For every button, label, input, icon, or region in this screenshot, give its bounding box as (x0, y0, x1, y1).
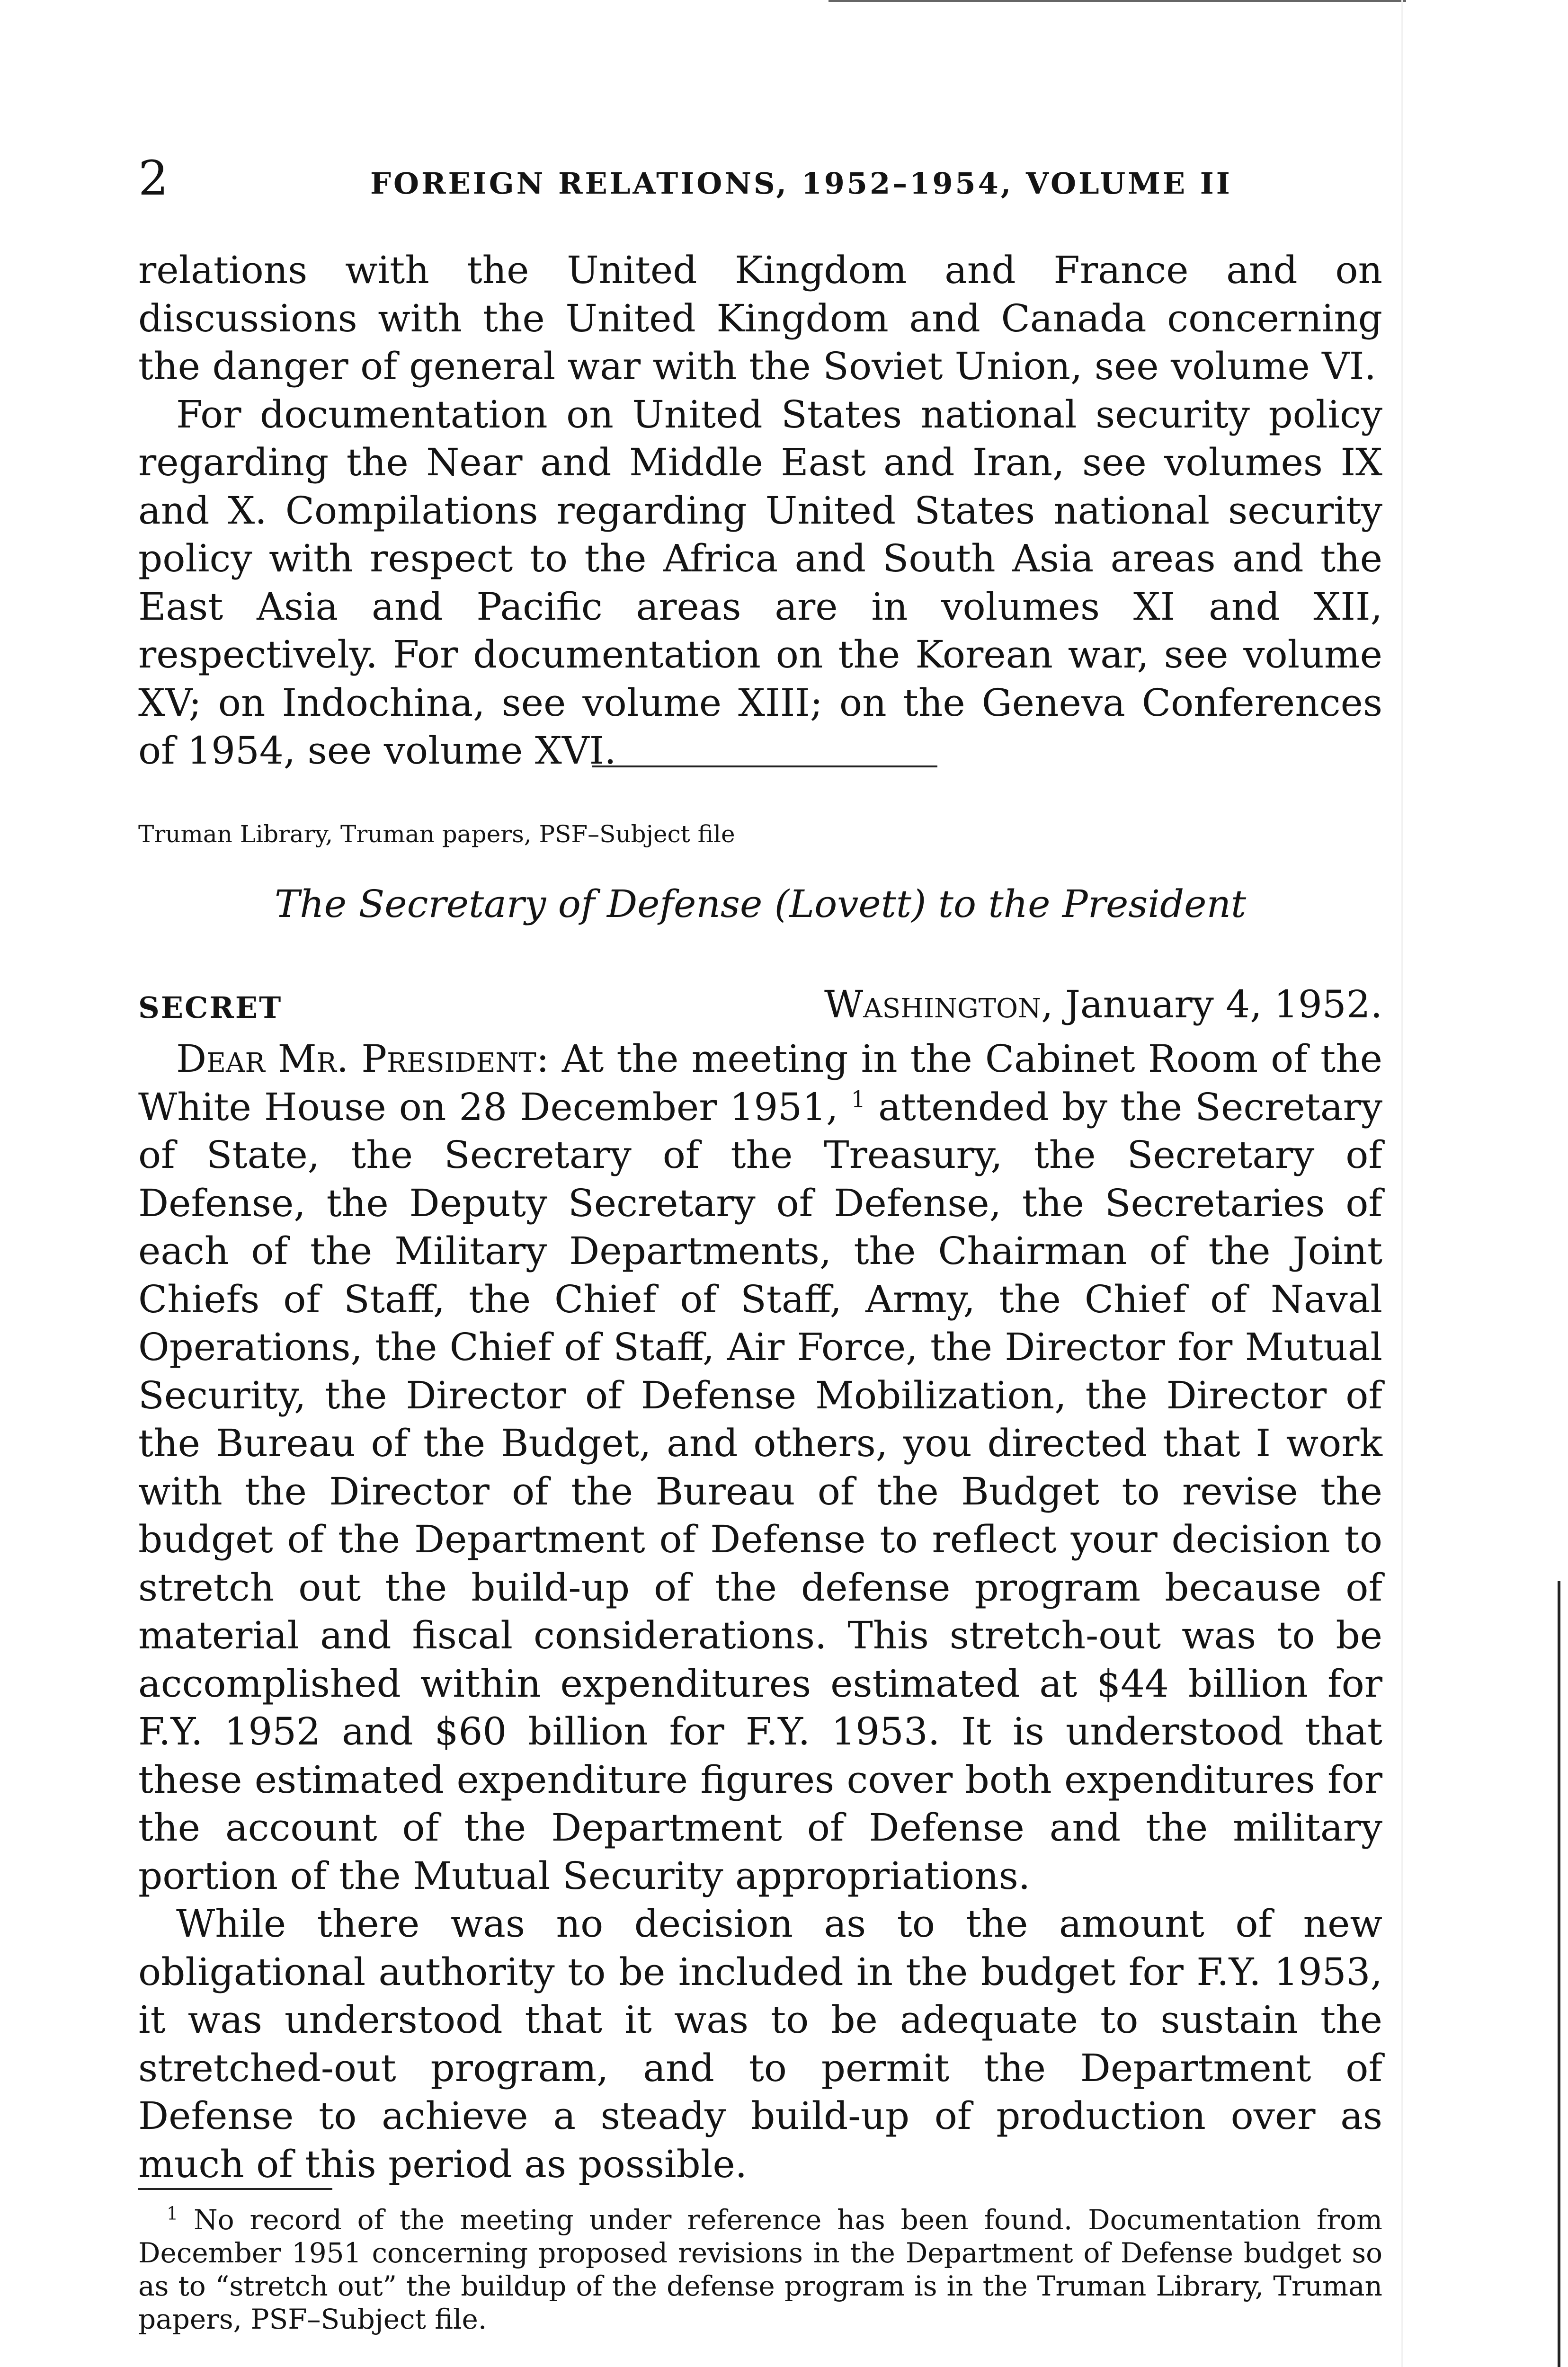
letter-paragraph-1 (138, 1035, 1382, 1900)
footnote-marker: 1 (167, 2203, 178, 2224)
running-head (138, 152, 1382, 205)
classification-label: SECRET (138, 990, 283, 1025)
letter-paragraph-1-start: At the meeting in the Cabinet Room of the White House on 28 December 1951, (138, 1037, 1383, 1129)
date: , January 4, 1952. (1041, 982, 1382, 1026)
scan-shadow (1401, 0, 1403, 2367)
document-title: The Secretary of Defense (Lovett) to the President (274, 882, 1247, 926)
footnote-paragraph (138, 2203, 1382, 2336)
intro-text (138, 246, 1382, 775)
footnote-text: No record of the meeting under reference has been found. Documentation from December 1951 concerning proposed revisions in the Department of Defense budget so as to “stretch out” the buildup of the defense program is in the Truman Library, Truman papers, PSF–Subject file. (138, 2204, 1382, 2335)
dateline (138, 981, 1382, 1028)
letter-body (138, 1035, 1382, 2188)
letter-paragraph-1-rest: attended by the Secretary of State, the Secretary of the Treasury, the Secretary of Defense, the Deputy Secretary of Defense, the Secretaries of each of the Military Departments, the Chairman of the Joint Chiefs of Staff, the Chief of Staff, Army, the Chief of Naval Operations, the Chief of Staff, Air Force, the Director for Mutual Security, the Director of Defense Mobilization, the Director of the Bureau of the Budget, and others, you directed that I work with the Director of the Bureau of the Budget to revise the budget of the Department of Defense to reflect your decision to stretch out the build-up of the defense program because of material and fiscal considerations. This stretch-out was to be accomplished within expenditures estimated at $44 billion for F.Y. 1952 and $60 billion for F.Y. 1953. It is understood that these estimated expenditure figures cover both expenditures for the account of the Department of Defense and the military portion of the Mutual Security appropriations. (138, 1085, 1382, 1898)
place-and-date (824, 981, 1382, 1028)
footnote (138, 2203, 1382, 2336)
page-number: 2 (138, 151, 169, 206)
running-head-title: FOREIGN RELATIONS, 1952–1954, VOLUME II (370, 166, 1232, 201)
document-source: Truman Library, Truman papers, PSF–Subject file (138, 820, 735, 848)
intro-paragraph-2: For documentation on United States national security policy regarding the Near and Middle East and Iran, see volumes IX and X. Compilations regarding United States national security policy with respect to the Africa and South Asia areas and the East Asia and Pacific areas are in volumes XI and XII, respectively. For documentation on the Korean war, see volume XV; on Indochina, see volume XIII; on the Geneva Conferences of 1954, see volume XVI. (138, 392, 1382, 773)
section-separator (592, 765, 937, 767)
footnote-reference: 1 (851, 1086, 866, 1112)
salutation: Dear Mr. President: (176, 1037, 549, 1081)
footnote-rule (138, 2188, 332, 2190)
top-edge-rule (829, 0, 1406, 2)
page-edge-shadow (1558, 1581, 1560, 2367)
letter-paragraph-2: While there was no decision as to the amount of new obligational authority to be included in the budget for F.Y. 1953, it was understood that it was to be adequate to sustain the stretched-out program, and to permit the Department of Defense to achieve a steady build-up of production over as much of this period as possible. (138, 1902, 1382, 2186)
place: Washington (824, 982, 1041, 1026)
intro-paragraph-1: relations with the United Kingdom and France and on discussions with the United Kingdom and Canada concerning the danger of general war with the Soviet Union, see volume VI. (138, 248, 1382, 388)
